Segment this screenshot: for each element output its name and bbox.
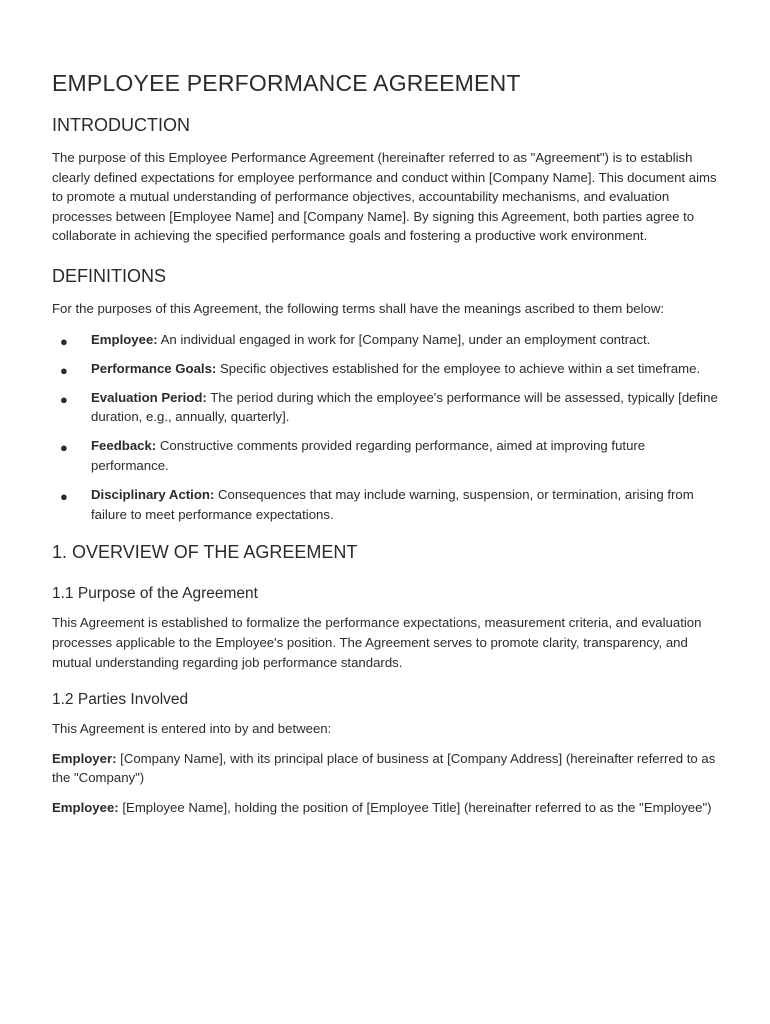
definitions-section <box>52 266 718 524</box>
definitions-heading: DEFINITIONS <box>52 265 167 286</box>
bullet-icon: ● <box>60 391 68 407</box>
purpose-body: This Agreement is established to formalize the performance expectations, measurement criteria, and evaluation processes applicable to the Employee's position. The Agreement serves to promote clarity, transparency, and mutual understanding regarding job performance standards. <box>52 615 702 670</box>
definition-text: Specific objectives established for the employee to achieve within a set timeframe. <box>216 360 701 376</box>
definition-term: Employee: <box>91 331 158 347</box>
definition-term: Performance Goals: <box>91 360 217 376</box>
bullet-icon: ● <box>60 333 68 349</box>
bullet-icon: ● <box>60 440 68 456</box>
introduction-section <box>52 115 718 246</box>
employer-text: [Company Name], with its principal place of business at [Company Address] (hereinafter referred to as the "Company") <box>52 750 716 786</box>
list-item <box>52 330 718 350</box>
parties-intro: This Agreement is entered into by and between: <box>52 721 332 737</box>
bullet-icon: ● <box>60 362 68 378</box>
employee-text: [Employee Name], holding the position of [Employee Title] (hereinafter referred to as the "Employee") <box>118 799 712 815</box>
definition-term: Evaluation Period: <box>91 389 207 405</box>
purpose-heading: 1.1 Purpose of the Agreement <box>52 585 258 603</box>
introduction-heading: INTRODUCTION <box>52 115 190 135</box>
definition-term: Feedback: <box>91 438 157 454</box>
definition-term: Disciplinary Action: <box>91 487 215 503</box>
definition-text: The period during which the employee's performance will be assessed, typically [define duration, e.g., annually, quarterly]. <box>91 389 718 425</box>
definitions-intro: For the purposes of this Agreement, the following terms shall have the meanings ascribed to them below: <box>52 300 665 316</box>
employer-label: Employer: <box>52 750 117 766</box>
introduction-body: The purpose of this Employee Performance Agreement (hereinafter referred to as "Agreement") is to establish clearly defined expectations for employee performance and conduct within [Company Name]. This document aims to promote a mutual understanding of performance objectives, accountability mechanisms, and evaluation processes between [Employee Name] and [Company Name]. By signing this Agreement, both parties agree to collaborate in achieving the specified performance goals and fostering a productive work environment. <box>52 150 717 244</box>
overview-section <box>52 542 718 817</box>
list-item <box>52 485 718 524</box>
employee-label: Employee: <box>52 799 119 815</box>
list-item <box>52 359 718 379</box>
overview-heading: 1. OVERVIEW OF THE AGREEMENT <box>52 542 358 563</box>
list-item <box>52 436 718 475</box>
definition-text: Constructive comments provided regarding performance, aimed at improving future performance. <box>91 438 646 474</box>
employer-paragraph <box>52 749 718 788</box>
definition-text: An individual engaged in work for [Company Name], under an employment contract. <box>157 331 651 347</box>
bullet-icon: ● <box>60 489 68 505</box>
document-title: EMPLOYEE PERFORMANCE AGREEMENT <box>52 70 521 96</box>
parties-heading: 1.2 Parties Involved <box>52 691 189 709</box>
definitions-list <box>52 330 718 525</box>
list-item <box>52 388 718 427</box>
employee-paragraph <box>52 798 718 818</box>
definition-text: Consequences that may include warning, suspension, or termination, arising from failure to meet performance expectations. <box>91 487 694 522</box>
